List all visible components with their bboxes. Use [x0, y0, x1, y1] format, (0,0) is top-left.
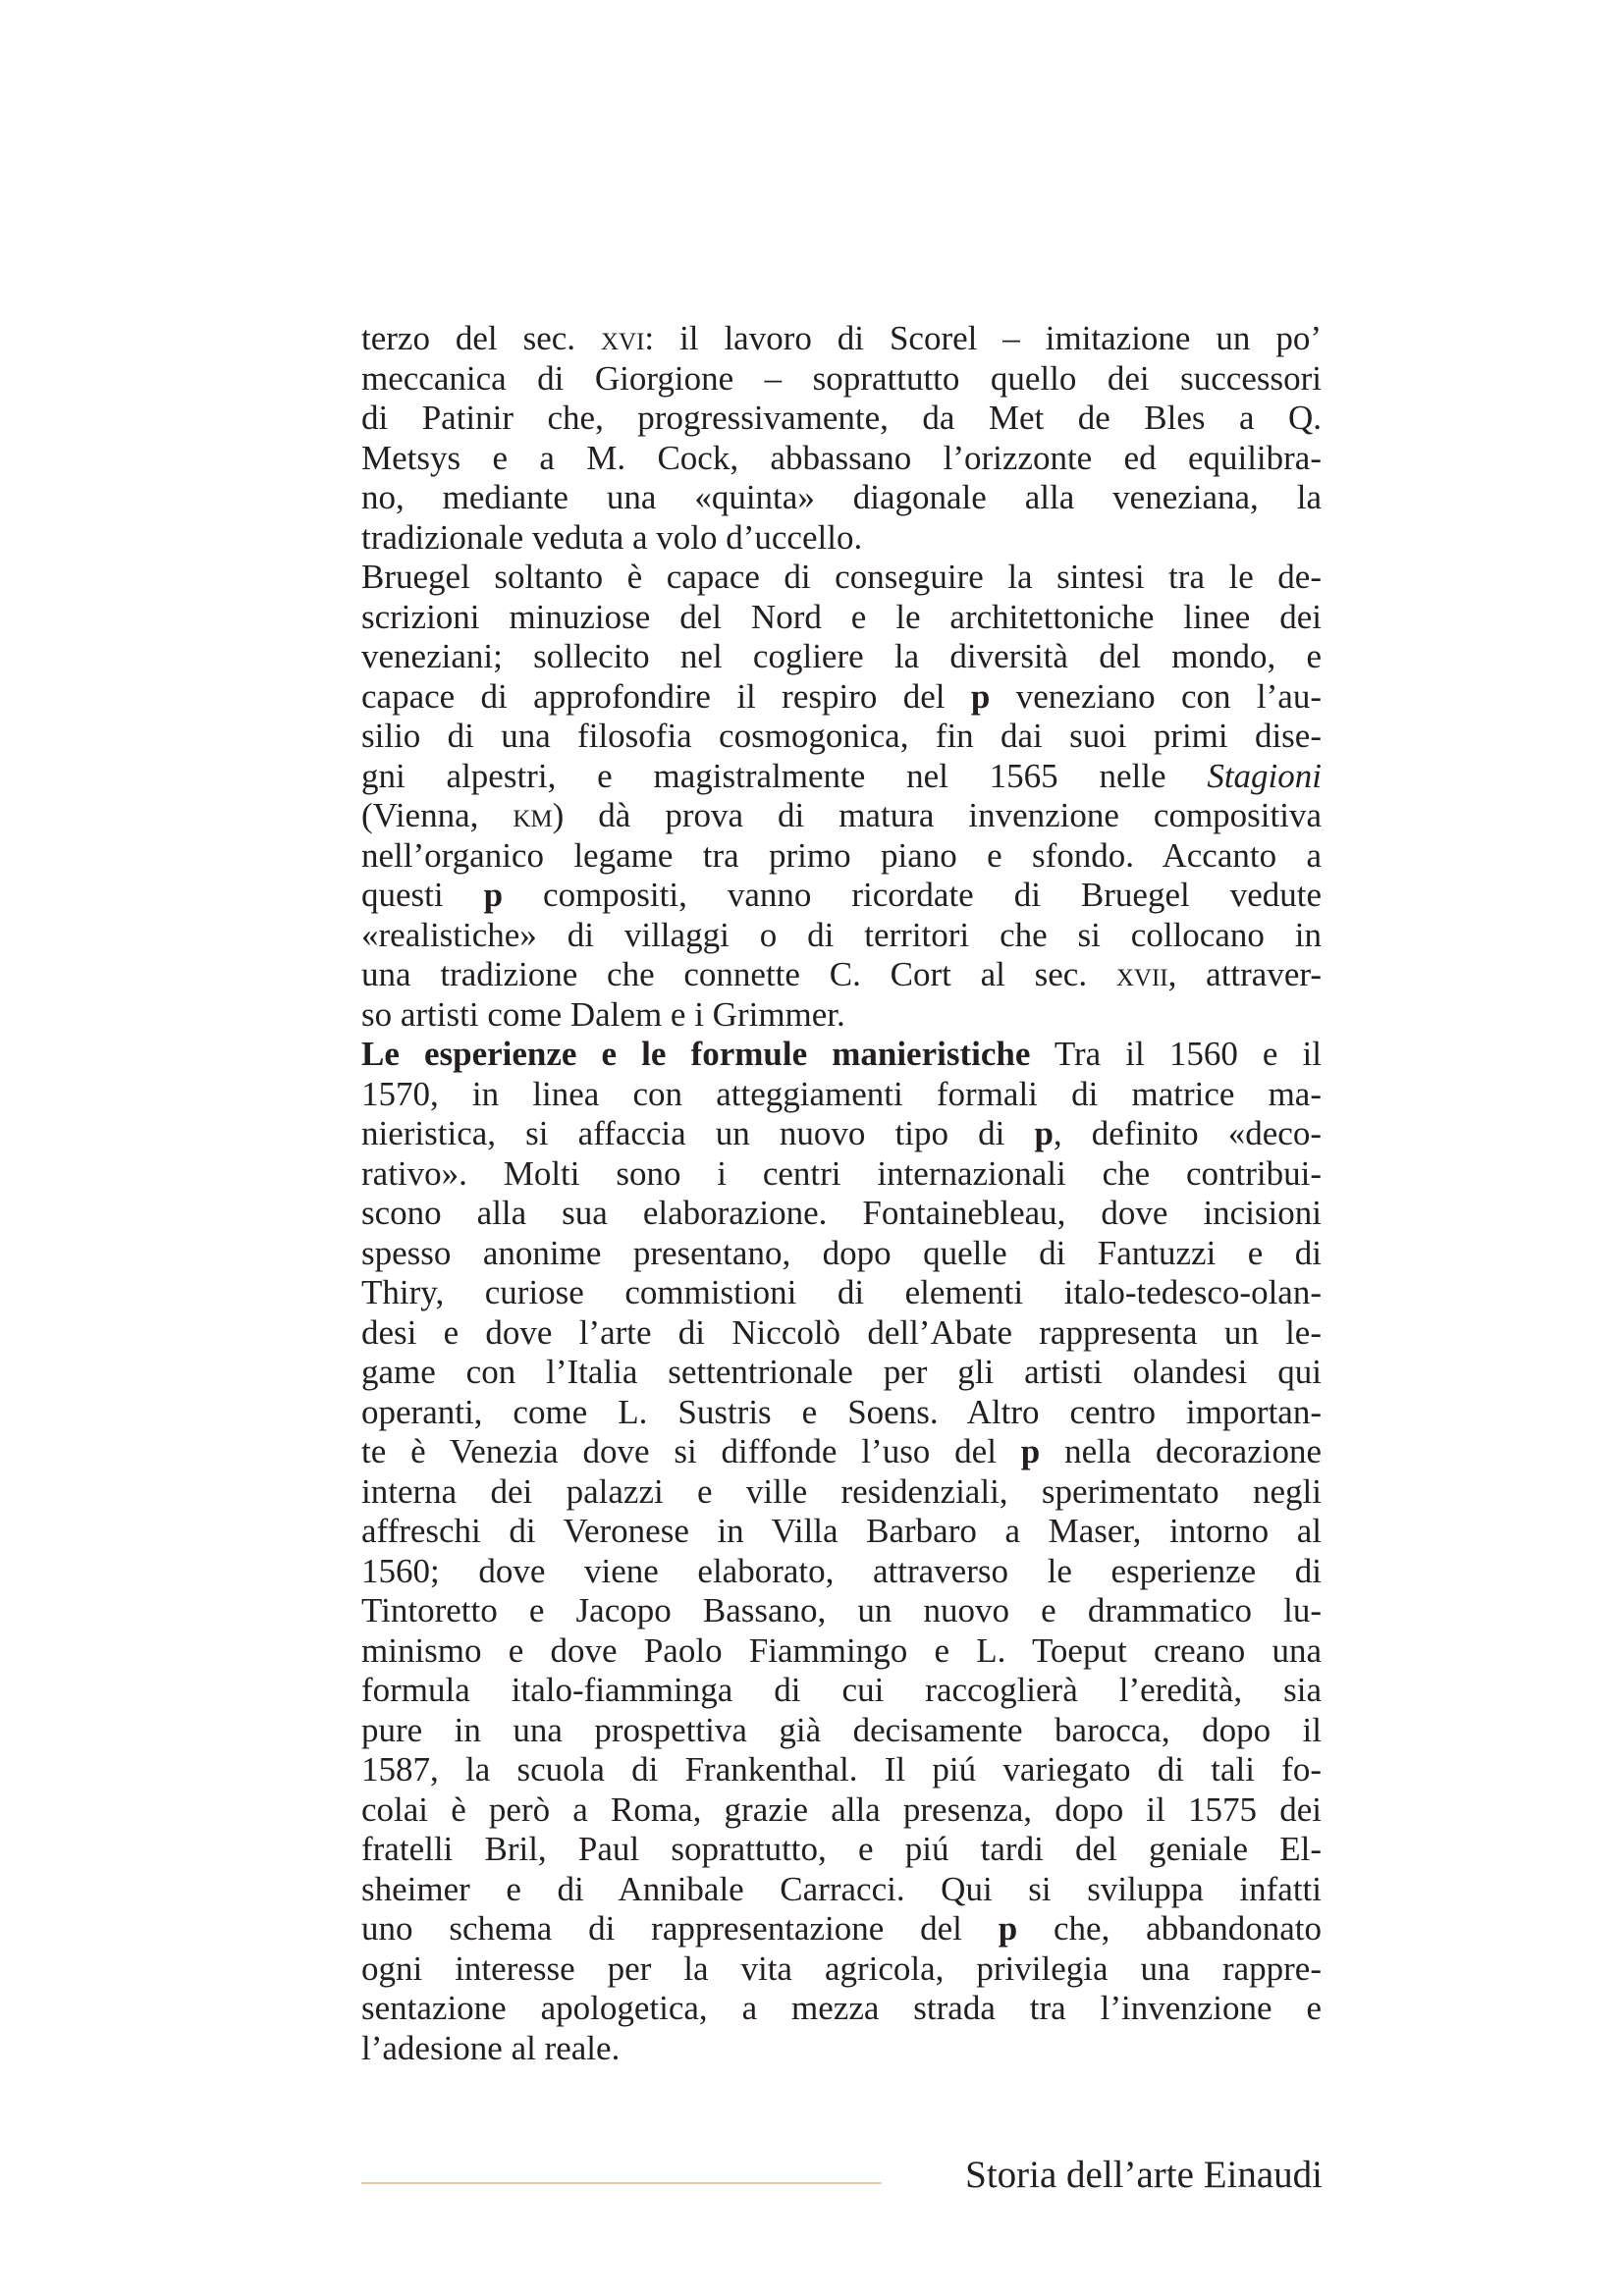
text-span: , definito «deco- [1053, 1114, 1322, 1152]
text-span: veneziano con l’au- [990, 676, 1322, 716]
text-span: Bruegel soltanto è capace di conseguire la sintesi tra le de- [361, 558, 1322, 596]
text-line [361, 1711, 1322, 1751]
bold-text: Le esperienze e le formule manieristiche [361, 1035, 1031, 1073]
text-span: terzo del sec. [361, 319, 601, 357]
text-line [361, 1591, 1322, 1631]
text-line [361, 1989, 1322, 2029]
text-line [361, 1273, 1322, 1313]
text-span: Tra il 1560 e il [1030, 1035, 1322, 1073]
text-span: desi e dove l’arte di Niccolò dell’Abate rappresenta un le- [361, 1312, 1322, 1352]
text-line [361, 598, 1322, 638]
body-text [361, 319, 1322, 2068]
text-span: nella decorazione [1040, 1432, 1322, 1470]
bold-text: p [1020, 1432, 1041, 1470]
text-span: spesso anonime presentano, dopo quelle di Fantuzzi e di [361, 1233, 1322, 1272]
text-span: scono alla sua elaborazione. Fontainebleau, dove incisioni [361, 1194, 1322, 1232]
text-span: compositi, vanno ricordate di Bruegel vedute [503, 876, 1322, 914]
text-line [361, 1790, 1322, 1831]
text-span: affreschi di Veronese in Villa Barbaro a Maser, intorno al [361, 1512, 1322, 1550]
text-line [361, 2029, 1322, 2069]
text-line [361, 677, 1322, 718]
text-line [361, 1631, 1322, 1672]
text-line [361, 558, 1322, 598]
text-span: nell’organico legame tra primo piano e sfondo. Accanto a [361, 835, 1322, 875]
text-line [361, 399, 1322, 439]
text-line [361, 1432, 1322, 1472]
text-line [361, 1313, 1322, 1354]
italic-text: Stagioni [1207, 756, 1322, 795]
text-line [361, 1154, 1322, 1195]
text-span: Metsys e a M. Cock, abbassano l’orizzonte ed equilibra- [361, 438, 1322, 477]
text-span: operanti, come L. Sustris e Soens. Altro centro importan- [361, 1392, 1322, 1431]
text-line [361, 955, 1322, 995]
text-line [361, 637, 1322, 677]
text-span: no, mediante una «quinta» diagonale alla veneziana, la [361, 478, 1322, 516]
text-line [361, 439, 1322, 479]
small-caps-text: km [513, 796, 553, 834]
small-caps-text: xvi [600, 319, 645, 357]
text-line [361, 478, 1322, 518]
text-span: , attraver- [1167, 955, 1322, 993]
text-span: sheimer e di Annibale Carracci. Qui si sviluppa infatti [361, 1869, 1322, 1908]
footer-title: Storia dell’arte Einaudi [965, 2154, 1323, 2196]
text-span: 1570, in linea con atteggiamenti formali di matrice ma- [361, 1074, 1322, 1113]
text-span: fratelli Bril, Paul soprattutto, e piú tardi del geniale El- [361, 1830, 1322, 1868]
text-span: interna dei palazzi e ville residenziali, sperimentato negli [361, 1471, 1322, 1511]
text-line [361, 876, 1322, 916]
text-line [361, 1234, 1322, 1274]
text-line [361, 1353, 1322, 1393]
bold-text: p [1034, 1114, 1054, 1152]
text-line [361, 1512, 1322, 1552]
text-line [361, 1472, 1322, 1513]
text-span: nieristica, si affaccia un nuovo tipo di [361, 1114, 1035, 1152]
bold-text: p [970, 676, 991, 716]
text-line [361, 1949, 1322, 1990]
text-line [361, 1750, 1322, 1790]
text-span: Thiry, curiose commistioni di elementi italo-tedesco-olan- [361, 1273, 1322, 1311]
text-line [361, 518, 1322, 559]
text-line [361, 1552, 1322, 1592]
text-line [361, 1830, 1322, 1870]
text-span: minismo e dove Paolo Fiammingo e L. Toeput creano una [361, 1630, 1322, 1670]
text-span: ) dà prova di matura invenzione compositiva [552, 796, 1322, 834]
text-line [361, 359, 1322, 400]
text-line [361, 1870, 1322, 1910]
text-span: : il lavoro di Scorel – imitazione un po’ [644, 319, 1322, 357]
text-span: game con l’Italia settentrionale per gli artisti olandesi qui [361, 1353, 1322, 1391]
bold-text: p [998, 1909, 1018, 1948]
text-line [361, 319, 1322, 359]
text-span: ogni interesse per la vita agricola, privilegia una rappre- [361, 1949, 1322, 1988]
text-span: gni alpestri, e magistralmente nel 1565 nelle [361, 756, 1208, 795]
text-span: colai è però a Roma, grazie alla presenza, dopo il 1575 dei [361, 1789, 1322, 1829]
text-span: uno schema di rappresentazione del [361, 1909, 999, 1948]
text-span: tradizionale veduta a volo d’uccello. [361, 517, 863, 557]
text-span: di Patinir che, progressivamente, da Met de Bles a Q. [361, 399, 1322, 437]
text-line [361, 1393, 1322, 1433]
text-span: formula italo-fiamminga di cui raccoglierà l’eredità, sia [361, 1671, 1322, 1709]
text-line [361, 995, 1322, 1036]
text-span: capace di approfondire il respiro del [361, 676, 971, 716]
text-span: una tradizione che connette C. Cort al sec. [361, 955, 1116, 993]
text-span: silio di una filosofia cosmogonica, fin dai suoi primi dise- [361, 717, 1322, 755]
text-line [361, 796, 1322, 836]
text-line [361, 916, 1322, 956]
text-line [361, 1671, 1322, 1711]
text-line [361, 1909, 1322, 1949]
text-line [361, 836, 1322, 877]
bold-text: p [483, 876, 504, 914]
text-span: che, abbandonato [1017, 1909, 1322, 1948]
text-span: Tintoretto e Jacopo Bassano, un nuovo e drammatico lu- [361, 1591, 1322, 1629]
text-span: questi [361, 876, 484, 914]
footer-rule [361, 2182, 882, 2184]
text-span: pure in una prospettiva già decisamente barocca, dopo il [361, 1710, 1322, 1749]
text-line [361, 1075, 1322, 1115]
text-line [361, 1114, 1322, 1154]
text-span: so artisti come Dalem e i Grimmer. [361, 994, 845, 1034]
text-line [361, 1035, 1322, 1075]
text-line [361, 717, 1322, 757]
small-caps-text: xvii [1115, 955, 1168, 993]
text-span: «realistiche» di villaggi o di territori che si collocano in [361, 915, 1322, 954]
text-span: meccanica di Giorgione – soprattutto quello dei successori [361, 358, 1322, 398]
text-span: veneziani; sollecito nel cogliere la diversità del mondo, e [361, 637, 1322, 675]
text-span: te è Venezia dove si diffonde l’uso del [361, 1432, 1021, 1470]
text-span: rativo». Molti sono i centri internazionali che contribui- [361, 1153, 1322, 1193]
text-span: l’adesione al reale. [361, 2028, 621, 2067]
text-span: sentazione apologetica, a mezza strada tra l’invenzione e [361, 1989, 1322, 2027]
text-span: (Vienna, [361, 796, 514, 834]
text-span: scrizioni minuziose del Nord e le architettoniche linee dei [361, 597, 1322, 636]
text-line [361, 1194, 1322, 1234]
text-span: 1560; dove viene elaborato, attraverso le esperienze di [361, 1551, 1322, 1590]
text-span: 1587, la scuola di Frankenthal. Il piú variegato di tali fo- [361, 1750, 1322, 1789]
text-line [361, 757, 1322, 797]
